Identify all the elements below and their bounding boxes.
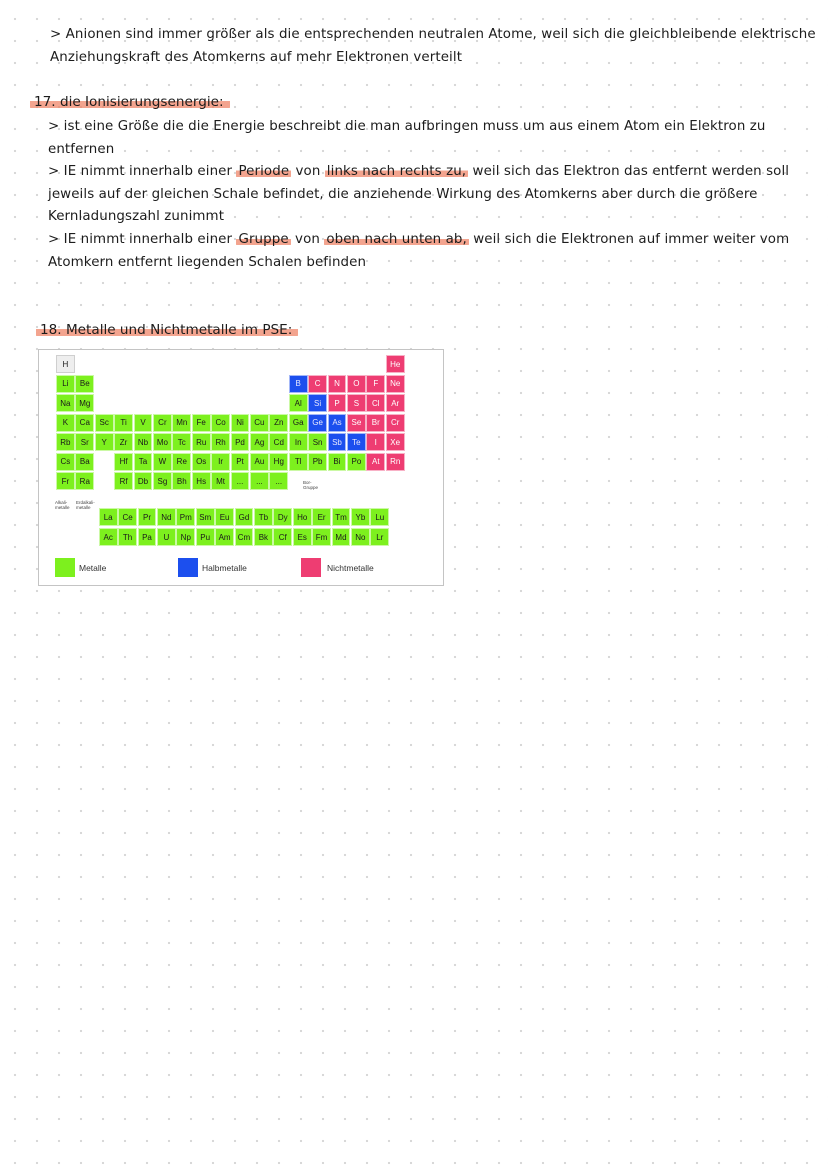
lanthanide-cell: Pr bbox=[138, 508, 157, 526]
element-cell: P bbox=[328, 394, 347, 412]
highlight-gruppe: Gruppe bbox=[238, 232, 289, 247]
intro-line-1: > Anionen sind immer größer als die entsprechenden neutralen Atome, weil sich die gleichbleibende elektrische bbox=[50, 27, 816, 42]
lanthanide-cell: Nd bbox=[157, 508, 176, 526]
element-cell: As bbox=[328, 414, 347, 432]
element-cell: Br bbox=[366, 414, 385, 432]
element-cell: Ta bbox=[134, 453, 153, 471]
lanthanide-cell: Sm bbox=[196, 508, 215, 526]
actinide-cell: U bbox=[157, 528, 176, 546]
element-cell: Bh bbox=[172, 472, 191, 490]
actinide-cell: Fm bbox=[312, 528, 331, 546]
ie-periode-line-2: jeweils auf der gleichen Schale befindet, die anziehende Wirkung des Atomkerns aber durch die größere bbox=[48, 187, 758, 202]
element-cell: Co bbox=[211, 414, 230, 432]
element-cell: I bbox=[366, 433, 385, 451]
element-cell: Se bbox=[347, 414, 366, 432]
highlight-links-nach-rechts: links nach rechts zu, bbox=[326, 164, 467, 179]
element-cell: Te bbox=[347, 433, 366, 451]
lanthanide-cell: Tm bbox=[332, 508, 351, 526]
actinide-cell: Cf bbox=[273, 528, 292, 546]
element-cell: Ne bbox=[386, 375, 405, 393]
actinide-cell: No bbox=[351, 528, 370, 546]
element-cell: Hf bbox=[114, 453, 133, 471]
element-cell: O bbox=[347, 375, 366, 393]
element-cell: Ge bbox=[308, 414, 327, 432]
element-cell: Ca bbox=[75, 414, 94, 432]
element-cell: Rh bbox=[211, 433, 230, 451]
element-cell: Ga bbox=[289, 414, 308, 432]
element-cell: Al bbox=[289, 394, 308, 412]
element-cell: Tc bbox=[172, 433, 191, 451]
legend-halbmetall-label: Halbmetalle bbox=[202, 563, 247, 573]
element-cell: Sb bbox=[328, 433, 347, 451]
element-cell: Sn bbox=[308, 433, 327, 451]
actinide-cell: Np bbox=[176, 528, 195, 546]
periodic-table-figure bbox=[38, 349, 444, 586]
element-cell: Ti bbox=[114, 414, 133, 432]
element-cell: Pt bbox=[231, 453, 250, 471]
element-cell: Rn bbox=[386, 453, 405, 471]
lanthanide-cell: Dy bbox=[273, 508, 292, 526]
element-cell: Mo bbox=[153, 433, 172, 451]
element-cell: Rb bbox=[56, 433, 75, 451]
actinide-cell: Am bbox=[215, 528, 234, 546]
element-cell: Hg bbox=[269, 453, 288, 471]
element-cell: Os bbox=[192, 453, 211, 471]
lanthanide-cell: Gd bbox=[235, 508, 254, 526]
actinide-cell: Lr bbox=[370, 528, 389, 546]
lanthanide-cell: Pm bbox=[176, 508, 195, 526]
legend-metall-swatch bbox=[55, 558, 75, 577]
actinide-cell: Md bbox=[332, 528, 351, 546]
section-17-heading: 17. die Ionisierungsenergie: bbox=[30, 94, 230, 110]
element-cell: Pd bbox=[231, 433, 250, 451]
lanthanide-cell: Eu bbox=[215, 508, 234, 526]
ie-definition-line-2: entfernen bbox=[48, 142, 115, 157]
element-cell: ... bbox=[269, 472, 288, 490]
element-cell: Na bbox=[56, 394, 75, 412]
element-cell: Li bbox=[56, 375, 75, 393]
element-cell: Si bbox=[308, 394, 327, 412]
element-cell: At bbox=[366, 453, 385, 471]
lanthanide-cell: Lu bbox=[370, 508, 389, 526]
actinide-cell: Es bbox=[293, 528, 312, 546]
element-cell: Mn bbox=[172, 414, 191, 432]
element-cell: Mg bbox=[75, 394, 94, 412]
element-cell: Zn bbox=[269, 414, 288, 432]
lanthanide-cell: La bbox=[99, 508, 118, 526]
element-cell: Tl bbox=[289, 453, 308, 471]
lanthanide-cell: Tb bbox=[254, 508, 273, 526]
actinide-cell: Pu bbox=[196, 528, 215, 546]
actinide-cell: Pa bbox=[138, 528, 157, 546]
element-cell: Ru bbox=[192, 433, 211, 451]
element-cell: Mt bbox=[211, 472, 230, 490]
element-cell: Ir bbox=[211, 453, 230, 471]
element-cell: Hs bbox=[192, 472, 211, 490]
element-cell: V bbox=[134, 414, 153, 432]
element-cell: Cr bbox=[386, 414, 405, 432]
element-cell: Cd bbox=[269, 433, 288, 451]
element-cell: Fr bbox=[56, 472, 75, 490]
element-cell: Xe bbox=[386, 433, 405, 451]
element-cell: In bbox=[289, 433, 308, 451]
ie-periode-line-3: Kernladungszahl zunimmt bbox=[48, 209, 225, 224]
legend-nichtmetall-swatch bbox=[301, 558, 321, 577]
element-cell: Nb bbox=[134, 433, 153, 451]
element-cell: Fe bbox=[192, 414, 211, 432]
element-cell: Sr bbox=[75, 433, 94, 451]
element-cell: F bbox=[366, 375, 385, 393]
intro-line-2: Anziehungskraft des Atomkerns auf mehr Elektronen verteilt bbox=[50, 50, 463, 65]
highlight-periode: Periode bbox=[238, 164, 290, 179]
element-cell: Y bbox=[95, 433, 114, 451]
label-alkalimetalle: Alkali-metalle bbox=[55, 500, 70, 510]
element-cell: Ba bbox=[75, 453, 94, 471]
element-cell: Zr bbox=[114, 433, 133, 451]
element-cell: Cr bbox=[153, 414, 172, 432]
actinide-cell: Bk bbox=[254, 528, 273, 546]
element-cell: B bbox=[289, 375, 308, 393]
element-cell: ... bbox=[231, 472, 250, 490]
lanthanide-cell: Ce bbox=[118, 508, 137, 526]
element-cell: Be bbox=[75, 375, 94, 393]
element-cell: Ar bbox=[386, 394, 405, 412]
ie-definition-line-1: > ist eine Größe die die Energie beschreibt die man aufbringen muss um aus einem Atom ein Elektron zu bbox=[48, 119, 766, 134]
element-cell: Bi bbox=[328, 453, 347, 471]
lanthanide-cell: Ho bbox=[293, 508, 312, 526]
actinide-cell: Ac bbox=[99, 528, 118, 546]
lanthanide-cell: Yb bbox=[351, 508, 370, 526]
element-cell: Re bbox=[172, 453, 191, 471]
element-cell: H bbox=[56, 355, 75, 373]
section-18-heading: 18. Metalle und Nichtmetalle im PSE: bbox=[36, 322, 298, 338]
ie-periode-line-1: > IE nimmt innerhalb einer Periode von links nach rechts zu, weil sich das Elektron das entfernt werden soll bbox=[48, 164, 790, 179]
legend-nichtmetall-label: Nichtmetalle bbox=[327, 563, 374, 573]
highlight-oben-nach-unten: oben nach unten ab, bbox=[326, 232, 467, 247]
ie-gruppe-line-1: > IE nimmt innerhalb einer Gruppe von oben nach unten ab, weil sich die Elektronen auf immer weiter vom bbox=[48, 232, 790, 247]
actinide-cell: Cm bbox=[235, 528, 254, 546]
element-cell: Cs bbox=[56, 453, 75, 471]
element-cell: Cu bbox=[250, 414, 269, 432]
element-cell: N bbox=[328, 375, 347, 393]
element-cell: Rf bbox=[114, 472, 133, 490]
element-cell: Ni bbox=[231, 414, 250, 432]
ie-gruppe-line-2: Atomkern entfernt liegenden Schalen befinden bbox=[48, 255, 367, 270]
element-cell: S bbox=[347, 394, 366, 412]
element-cell: Au bbox=[250, 453, 269, 471]
element-cell: He bbox=[386, 355, 405, 373]
label-erdalkalimetalle: Erdalkali-metalle bbox=[76, 500, 95, 510]
legend-metall-label: Metalle bbox=[79, 563, 107, 573]
element-cell: W bbox=[153, 453, 172, 471]
element-cell: Db bbox=[134, 472, 153, 490]
element-cell: K bbox=[56, 414, 75, 432]
element-cell: Ag bbox=[250, 433, 269, 451]
element-cell: Po bbox=[347, 453, 366, 471]
element-cell: Sc bbox=[95, 414, 114, 432]
element-cell: Ra bbox=[75, 472, 94, 490]
label-bor-gruppe: Bor-Gruppe bbox=[303, 480, 319, 490]
element-cell: ... bbox=[250, 472, 269, 490]
element-cell: Sg bbox=[153, 472, 172, 490]
element-cell: Pb bbox=[308, 453, 327, 471]
lanthanide-cell: Er bbox=[312, 508, 331, 526]
element-cell: C bbox=[308, 375, 327, 393]
legend-halbmetall-swatch bbox=[178, 558, 198, 577]
element-cell: Cl bbox=[366, 394, 385, 412]
actinide-cell: Th bbox=[118, 528, 137, 546]
